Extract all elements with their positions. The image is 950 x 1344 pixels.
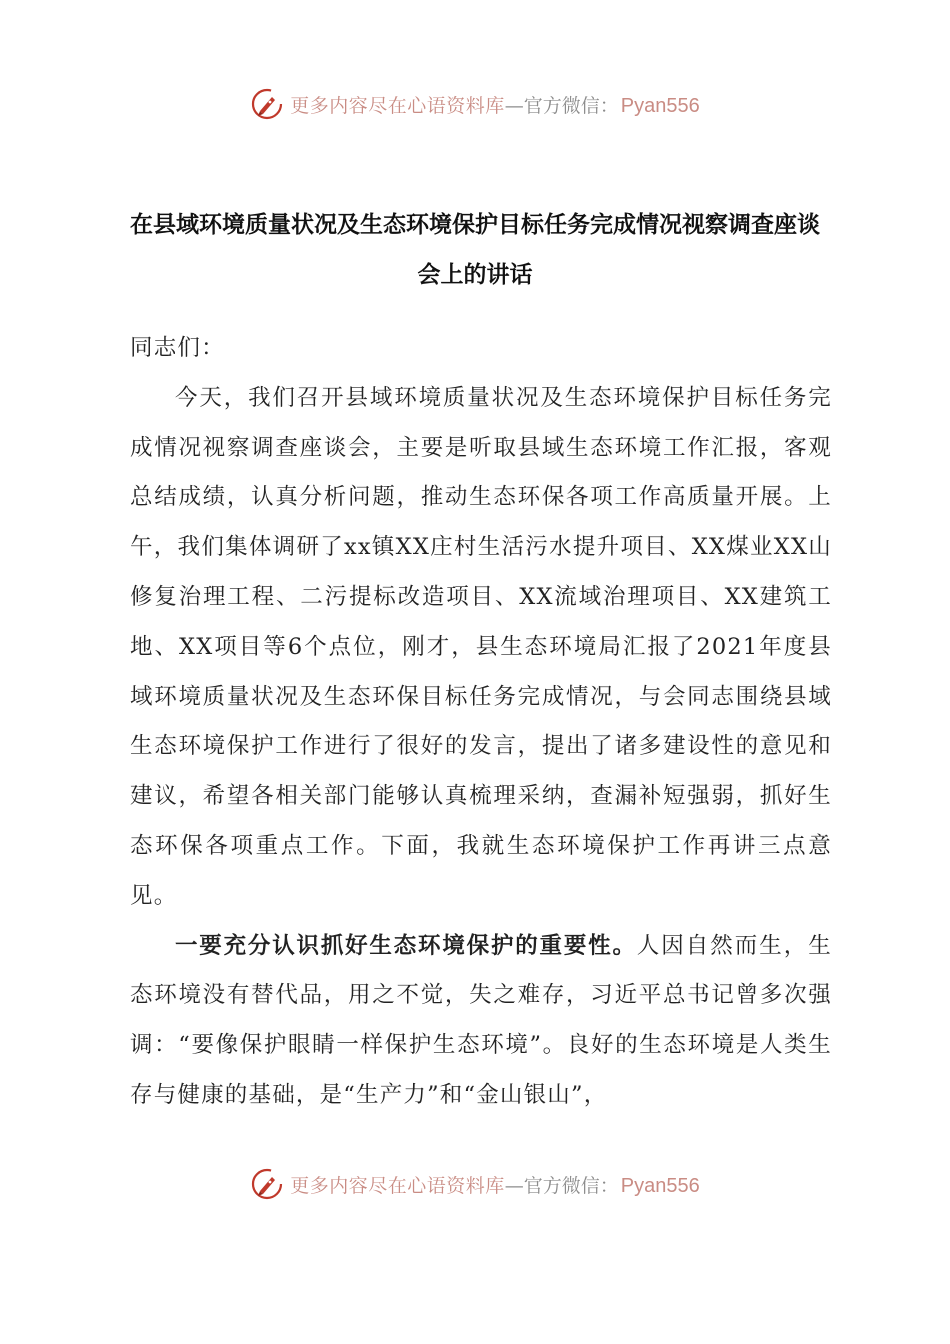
watermark-separator: — xyxy=(504,94,524,117)
watermark-separator: — xyxy=(504,1174,524,1197)
document-body xyxy=(130,324,832,1121)
paragraph-intro: 今天，我们召开县域环境质量状况及生态环境保护目标任务完成情况视察调查座谈会，主要是听取县域生态环境工作汇报，客观总结成绩，认真分析问题，推动生态环保各项工作高质量开展。上午，我们集体调研了xx镇XX庄村生活污水提升项目、XX煤业XX山修复治理工程、二污提标改造项目、XX流域治理项目、XX建筑工地、XX项目等6个点位，刚才，县生态环境局汇报了2021年度县域环境质量状况及生态环保目标任务完成情况，与会同志围绕县域生态环境保护工作进行了很好的发言，提出了诸多建设性的意见和建议，希望各相关部门能够认真梳理采纳，查漏补短强弱，抓好生态环保各项重点工作。下面，我就生态环境保护工作再讲三点意见。 xyxy=(130,384,832,909)
watermark-handle: Pyan556 xyxy=(620,94,700,117)
header-watermark xyxy=(0,84,950,124)
point-one-text: 人因自然而生，生态环境没有替代品，用之不觉，失之难存，习近平总书记曾多次强调：“要像保护眼睛一样保护生态环境”。良好的生态环境是人类生存与健康的基础，是“生产力”和“金山银山”， xyxy=(130,932,832,1108)
salutation: 同志们： xyxy=(130,335,225,361)
pen-nib-logo-icon xyxy=(250,87,284,121)
footer-watermark xyxy=(0,1164,950,1204)
watermark-main-text: 更多内容尽在心语资料库 xyxy=(290,1174,505,1197)
watermark-official-text: 官方微信： xyxy=(523,1174,619,1197)
watermark-official-text: 官方微信： xyxy=(523,94,619,117)
pen-nib-logo-icon xyxy=(250,1167,284,1201)
point-one-heading: 一要充分认识抓好生态环境保护的重要性。 xyxy=(175,932,637,959)
paragraph-point-one xyxy=(130,922,832,1121)
watermark-handle: Pyan556 xyxy=(620,1174,700,1197)
document-title: 在县域环境质量状况及生态环境保护目标任务完成情况视察调查座谈会上的讲话 xyxy=(130,212,820,288)
watermark-main-text: 更多内容尽在心语资料库 xyxy=(290,94,505,117)
